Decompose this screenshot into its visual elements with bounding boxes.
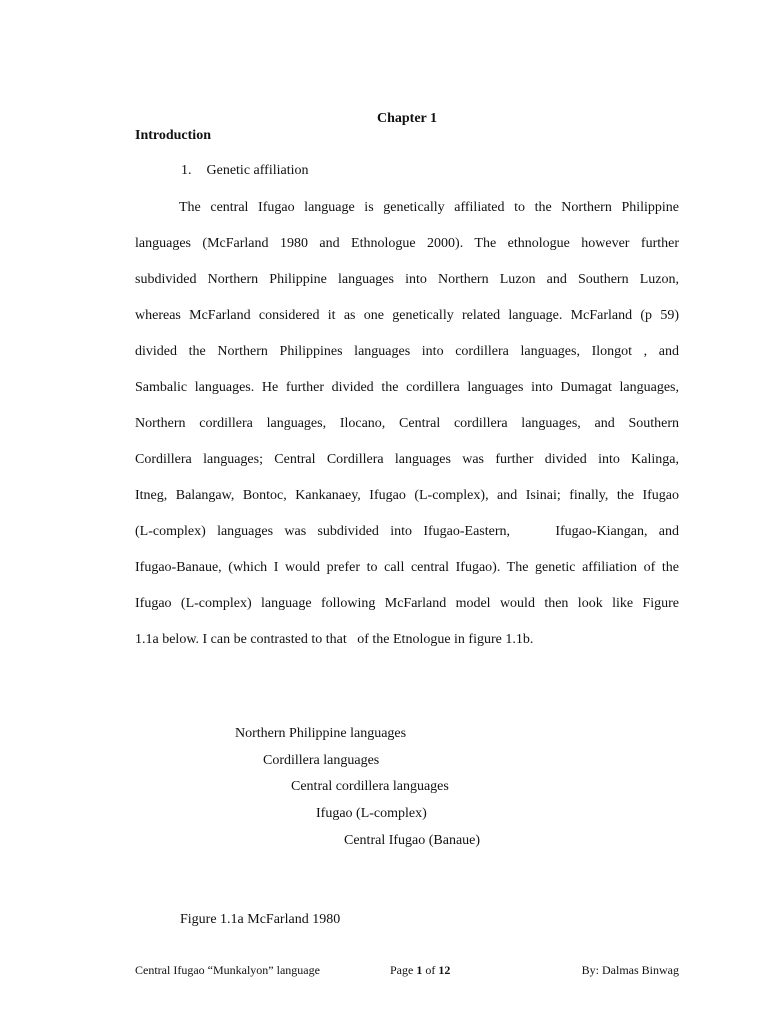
tree-node: Ifugao (L-complex) (316, 806, 427, 821)
tree-node: Cordillera languages (263, 753, 380, 768)
paragraph-line: The central Ifugao language is genetically affiliated to the Northern Philippine (179, 200, 679, 215)
subsection-title: Genetic affiliation (206, 163, 309, 178)
body-paragraph (135, 199, 679, 667)
paragraph-line: languages (McFarland 1980 and Ethnologue 2000). The ethnologue however further (135, 236, 679, 251)
paragraph-line: subdivided Northern Philippine languages into Northern Luzon and Southern Luzon, (135, 272, 679, 287)
tree-node: Central Ifugao (Banaue) (344, 833, 481, 848)
subsection-heading (181, 163, 308, 179)
chapter-heading: Chapter 1 (376, 111, 438, 126)
paragraph-line: Sambalic languages. He further divided the cordillera languages into Dumagat languages, (135, 380, 679, 395)
paragraph-line: 1.1a below. I can be contrasted to that of the Etnologue in figure 1.1b. (135, 632, 534, 647)
figure-caption: Figure 1.1a McFarland 1980 (180, 912, 341, 927)
paragraph-line: divided the Northern Philippines languages into cordillera languages, Ilongot , and (135, 344, 679, 359)
page-word: Page (390, 963, 414, 977)
tree-node: Northern Philippine languages (235, 726, 407, 741)
paragraph-line: Northern cordillera languages, Ilocano, Central cordillera languages, and Southern (135, 416, 679, 431)
paragraph-line: Ifugao-Banaue, (which I would prefer to call central Ifugao). The genetic affiliation of the (135, 560, 679, 575)
page-number (390, 963, 450, 978)
paragraph-line: whereas McFarland considered it as one genetically related language. McFarland (p 59) (135, 308, 679, 323)
paragraph-line: (L-complex) languages was subdivided into Ifugao-Eastern, Ifugao-Kiangan, and (135, 524, 679, 539)
footer-title: Central Ifugao “Munkalyon” language (135, 963, 320, 977)
section-title: Introduction (135, 128, 211, 143)
paragraph-line: Itneg, Balangaw, Bontoc, Kankanaey, Ifugao (L-complex), and Isinai; finally, the Ifugao (135, 488, 679, 503)
paragraph-line: Ifugao (L-complex) language following McFarland model would then look like Figure (135, 596, 679, 611)
subsection-number: 1. (181, 163, 192, 178)
footer-author: By: Dalmas Binwag (581, 963, 679, 977)
page-total: 12 (438, 963, 451, 977)
tree-node: Central cordillera languages (291, 779, 449, 794)
paragraph-line: Cordillera languages; Central Cordillera languages was further divided into Kalinga, (135, 452, 679, 467)
page-current: 1 (416, 963, 423, 977)
page-of: of (425, 963, 436, 977)
